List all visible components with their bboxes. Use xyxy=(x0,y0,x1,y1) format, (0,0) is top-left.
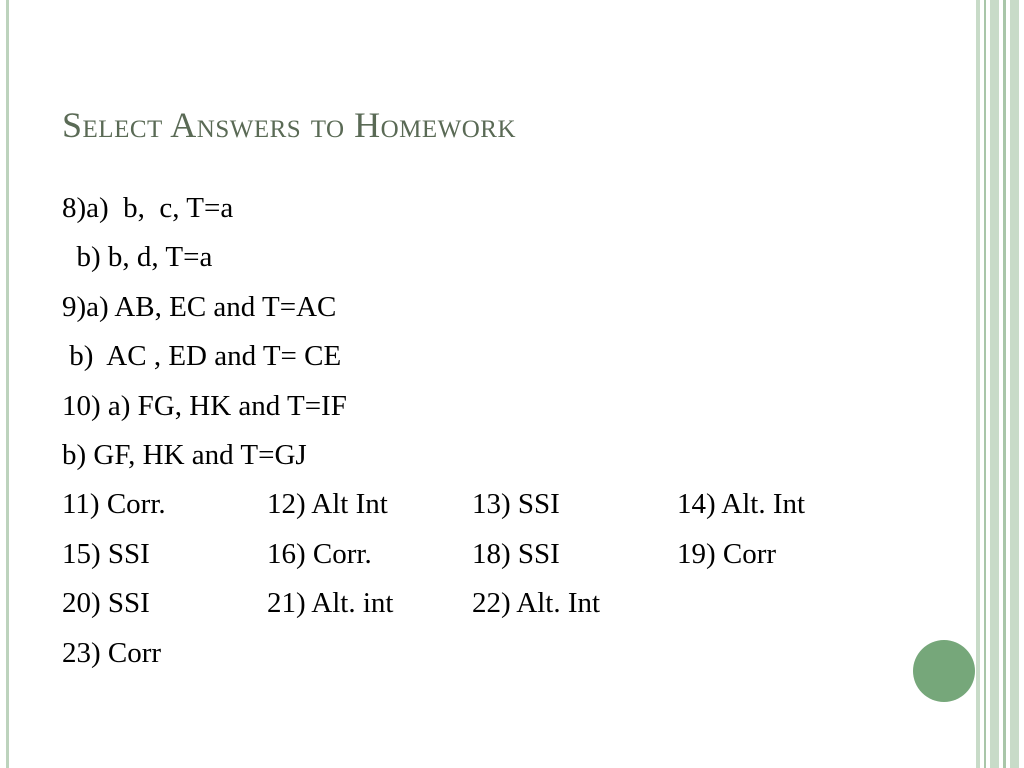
right-border-stripe xyxy=(976,0,980,768)
left-border-line xyxy=(6,0,9,768)
answer-cell: 12) Alt Int xyxy=(267,488,388,521)
right-border-stripe xyxy=(1010,0,1019,768)
answer-grid-row xyxy=(62,532,962,581)
decorative-circle xyxy=(913,640,975,702)
answer-cell: 13) SSI xyxy=(472,488,560,521)
answer-cell: 18) SSI xyxy=(472,537,560,570)
right-border-stripe xyxy=(1003,0,1006,768)
answer-line: b) GF, HK and T=GJ xyxy=(62,438,307,471)
slide-title: Select Answers to Homework xyxy=(62,105,517,145)
answer-line: b) AC , ED and T= CE xyxy=(62,340,342,373)
answer-cell: 14) Alt. Int xyxy=(677,488,806,521)
answer-line: 9)a) AB, EC and T=AC xyxy=(62,290,337,323)
answer-line: b) b, d, T=a xyxy=(62,241,213,274)
answer-grid-row xyxy=(62,631,962,680)
answer-cell: 19) Corr xyxy=(677,537,777,570)
answer-cell: 23) Corr xyxy=(62,636,162,669)
answer-line: 10) a) FG, HK and T=IF xyxy=(62,389,347,422)
answer-cell: 21) Alt. int xyxy=(267,587,394,620)
right-border-stripe xyxy=(984,0,986,768)
answer-cell: 22) Alt. Int xyxy=(472,587,601,620)
answer-grid-row xyxy=(62,581,962,630)
answer-cell: 15) SSI xyxy=(62,537,150,570)
answer-cell: 16) Corr. xyxy=(267,537,372,570)
answer-line: 8)a) b, c, T=a xyxy=(62,192,234,224)
answer-cell: 11) Corr. xyxy=(62,488,166,521)
answer-grid-row xyxy=(62,482,962,531)
slide-body xyxy=(62,186,962,680)
right-border-stripe xyxy=(990,0,999,768)
answer-cell: 20) SSI xyxy=(62,587,150,620)
